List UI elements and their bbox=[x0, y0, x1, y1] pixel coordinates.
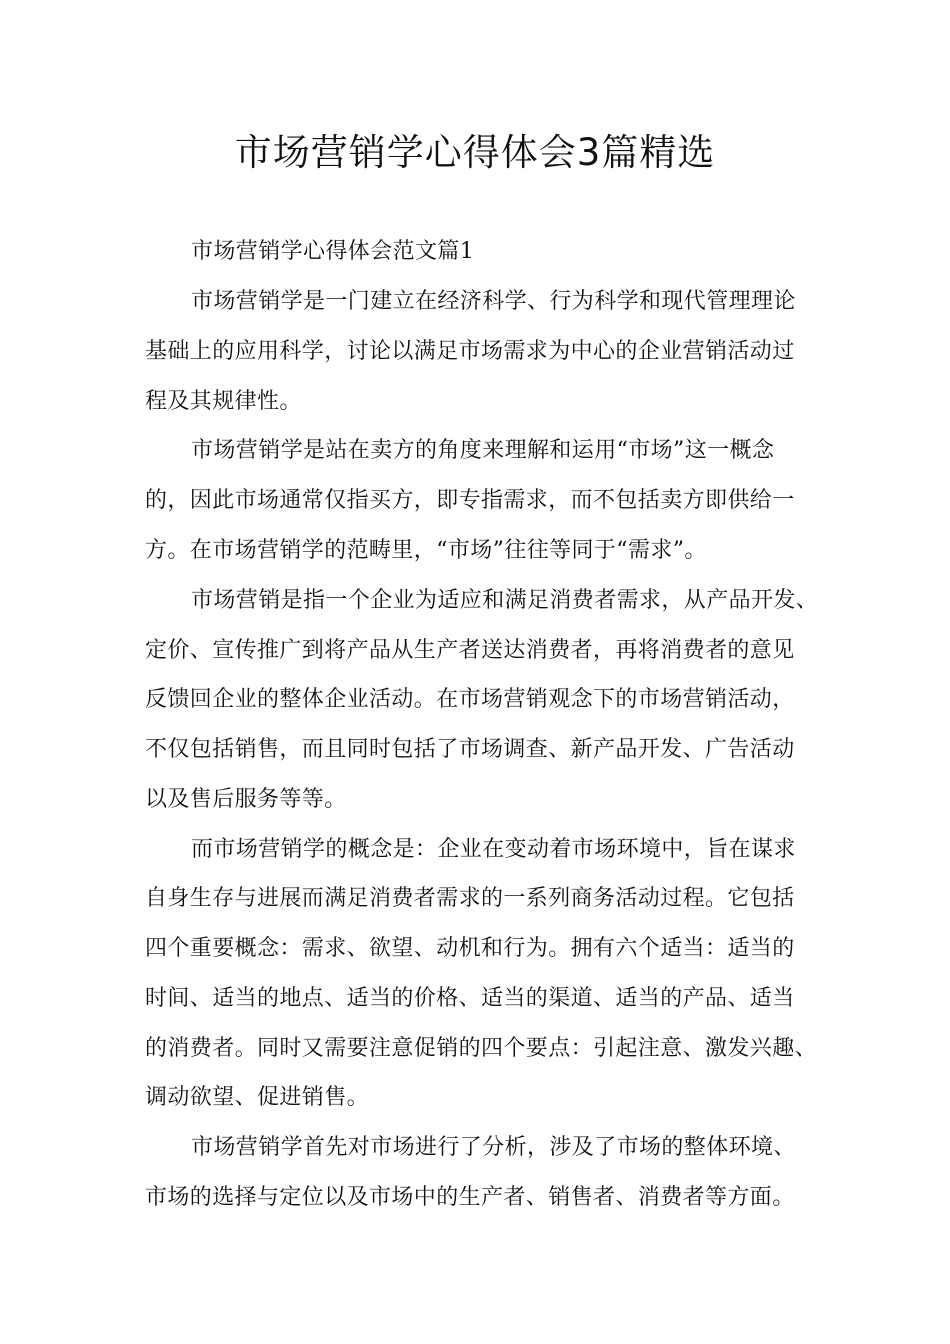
paragraph-line: 的消费者。同时又需要注意促销的四个要点：引起注意、激发兴趣、 bbox=[145, 1036, 818, 1061]
paragraph-line: 基础上的应用科学，讨论以满足市场需求为中心的企业营销活动过 bbox=[145, 339, 795, 364]
paragraph-line: 市场营销学是一门建立在经济科学、行为科学和现代管理理论 bbox=[191, 289, 796, 314]
paragraph-line: 市场的选择与定位以及市场中的生产者、销售者、消费者等方面。 bbox=[145, 1185, 795, 1210]
paragraph-line: 四个重要概念：需求、欲望、动机和行为。拥有六个适当：适当的 bbox=[145, 936, 795, 961]
paragraph-line: 不仅包括销售，而且同时包括了市场调查、新产品开发、广告活动 bbox=[145, 737, 795, 762]
paragraph-line: 调动欲望、促进销售。 bbox=[145, 1085, 370, 1110]
document-title: 市场营销学心得体会3篇精选 bbox=[234, 131, 716, 174]
paragraph-line: 程及其规律性。 bbox=[145, 389, 302, 414]
paragraph-line: 时间、适当的地点、适当的价格、适当的渠道、适当的产品、适当 bbox=[145, 986, 795, 1011]
paragraph-line: 定价、宣传推广到将产品从生产者送达消费者，再将消费者的意见 bbox=[145, 638, 795, 663]
paragraph-line: 市场营销是指一个企业为适应和满足消费者需求，从产品开发、 bbox=[191, 588, 819, 613]
paragraph-line: 的，因此市场通常仅指买方，即专指需求，而不包括卖方即供给一 bbox=[145, 488, 795, 513]
paragraph-line: 市场营销学首先对市场进行了分析，涉及了市场的整体环境、 bbox=[191, 1135, 796, 1160]
paragraph-line: 反馈回企业的整体企业活动。在市场营销观念下的市场营销活动， bbox=[145, 687, 795, 712]
paragraph-line: 市场营销学是站在卖方的角度来理解和运用“市场”这一概念 bbox=[191, 438, 775, 463]
paragraph-line: 而市场营销学的概念是：企业在变动着市场环境中，旨在谋求 bbox=[191, 837, 796, 862]
section-heading: 市场营销学心得体会范文篇1 bbox=[191, 239, 475, 264]
paragraph-line: 以及售后服务等等。 bbox=[145, 787, 347, 812]
paragraph-line: 方。在市场营销学的范畴里，“市场”往往等同于“需求”。 bbox=[145, 538, 707, 563]
paragraph-line: 自身生存与进展而满足消费者需求的一系列商务活动过程。它包括 bbox=[145, 886, 795, 911]
